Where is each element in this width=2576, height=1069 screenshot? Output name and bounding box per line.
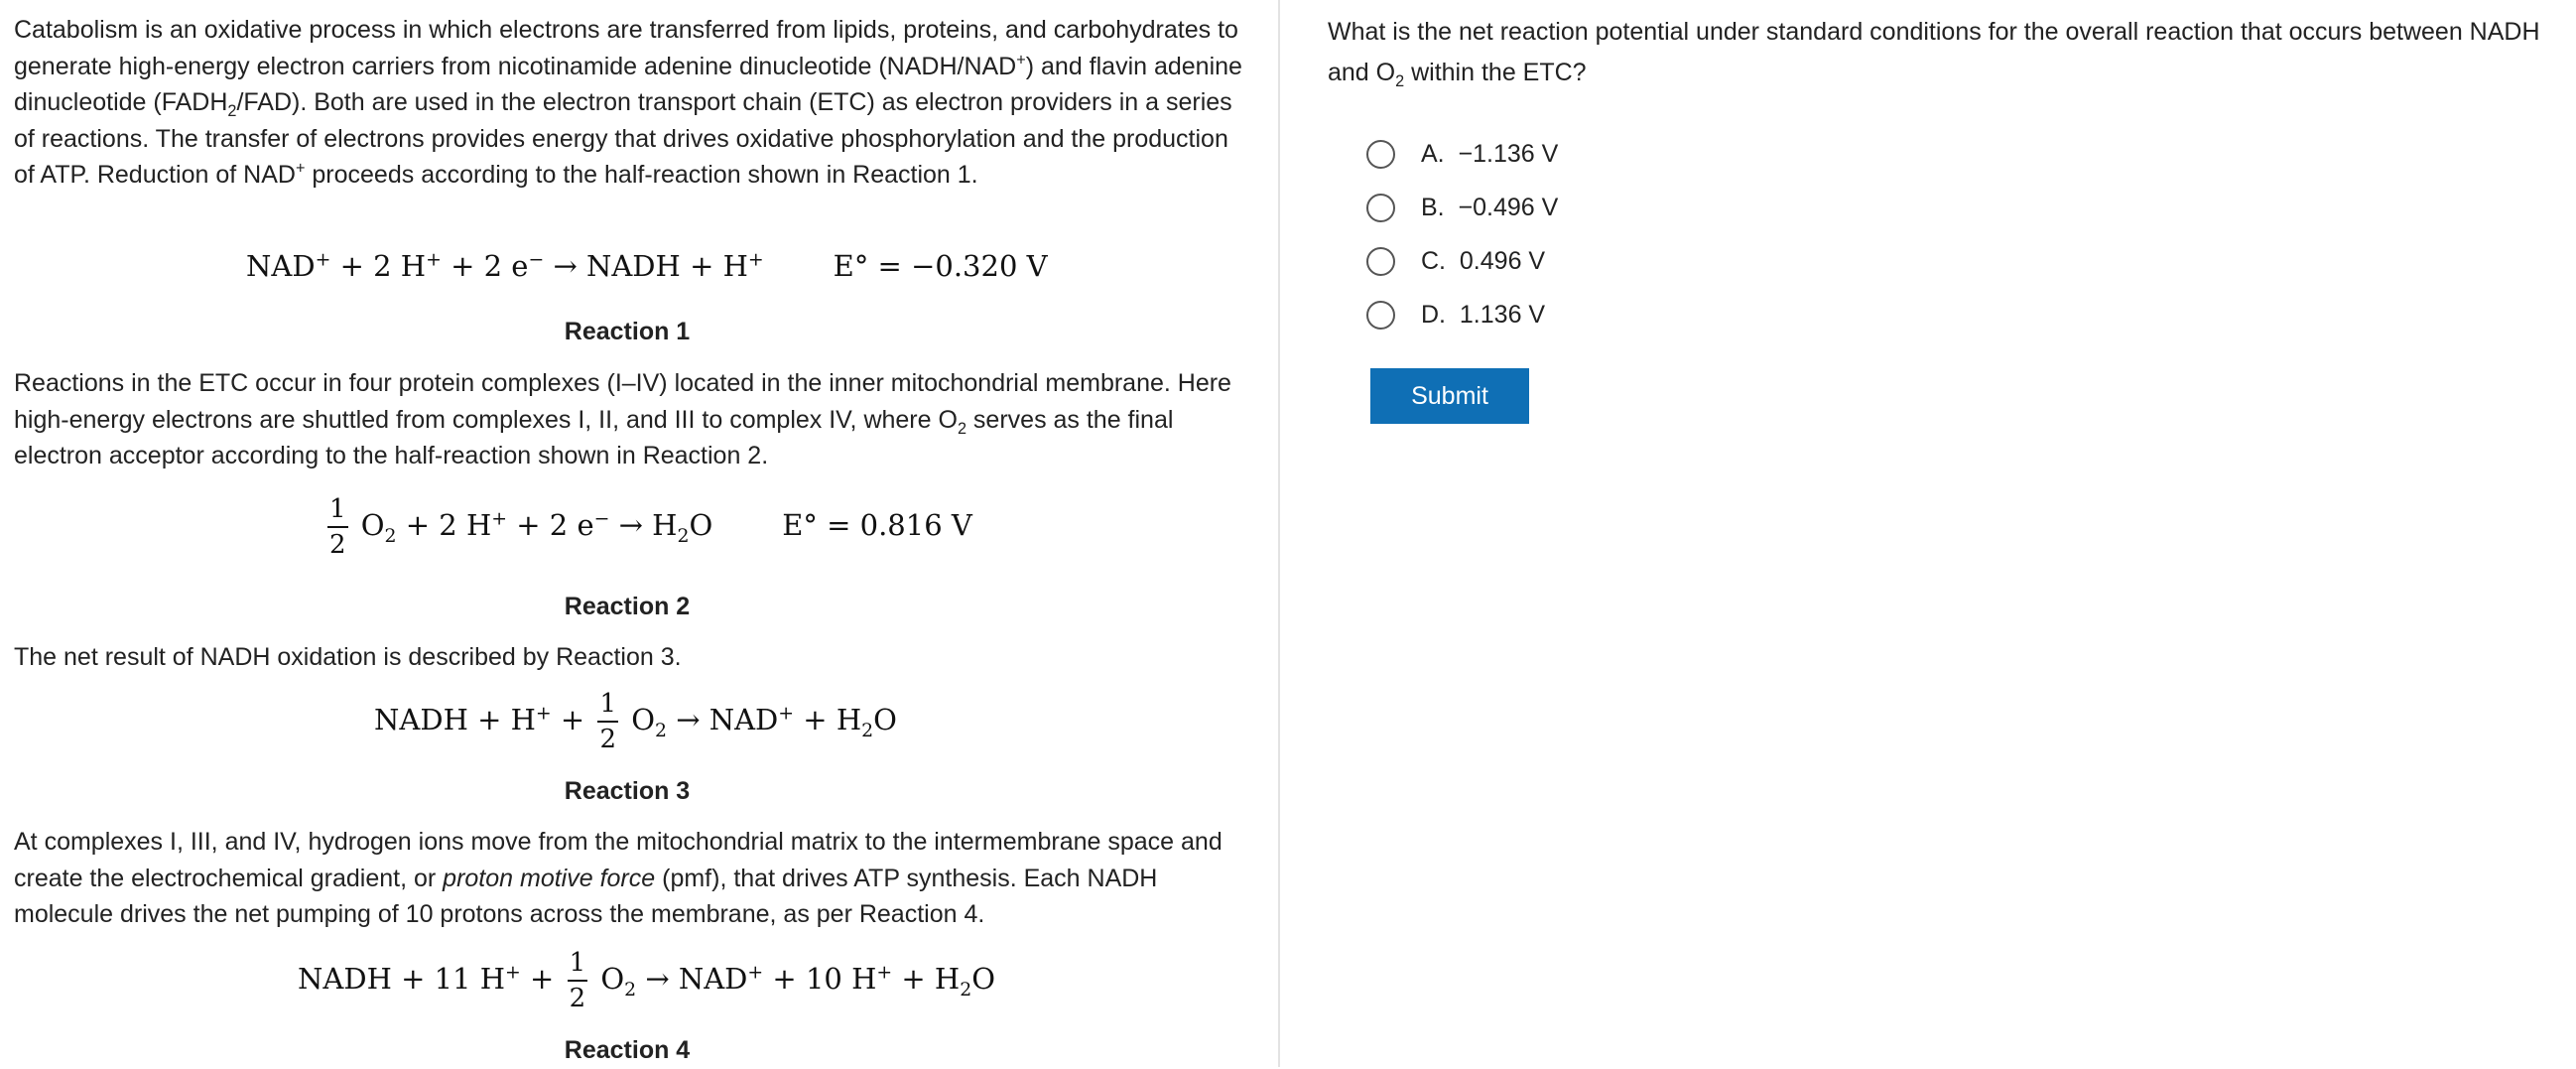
radio-button-d[interactable] <box>1366 301 1395 330</box>
choice-a[interactable] <box>1366 127 1558 181</box>
answer-choices <box>1366 127 1558 341</box>
reaction-4-caption: Reaction 4 <box>564 1036 691 1064</box>
choice-a-label[interactable]: A. −1.136 V <box>1421 139 1559 168</box>
reaction-3-caption: Reaction 3 <box>564 777 691 805</box>
reaction-4-equation: NADH + 11 H+ + $\frac{1}{2}$ $O_2 \to NAD^+ + 10$ $H^+ + H_2O$ <box>298 948 995 1013</box>
panel-divider <box>1278 0 1280 1067</box>
choice-c-label[interactable]: C. 0.496 V <box>1421 246 1546 275</box>
passage-paragraph-2: Reactions in the ETC occur in four protein complexes (I–IV) located in the inner mitochondrial membrane. Here high-energy electrons are shuttled from complexes I, II, and III to complex IV, where $O_2$ serves as the final electron acceptor according to the half-reaction shown in Reaction 2. <box>14 369 1231 469</box>
fraction-one-half: $\frac{1}{2}$ <box>569 948 586 1013</box>
passage-panel <box>14 0 1254 1067</box>
reaction-1-potential: E° = −0.320 V <box>833 249 1048 283</box>
fraction-one-half: $\frac{1}{2}$ <box>329 494 346 560</box>
choice-d[interactable] <box>1366 288 1558 341</box>
passage-paragraph-1: Catabolism is an oxidative process in which electrons are transferred from lipids, proteins, and carbohydrates to generate high-energy electron carriers from nicotinamide adenine dinucleotide (NADH/NAD+) and flavin adenine dinucleotide $(FADH_2/FAD)$. Both are used in the electron transport chain (ETC) as electron providers in a series of reactions. The transfer of electrons provides energy that drives oxidative phosphorylation and the production of ATP. Reduction of NAD+ proceeds according to the half-reaction shown in Reaction 1. <box>14 16 1242 189</box>
reaction-2-equation: $\frac{1}{2}$ $O_2 + 2$ H+ + 2 $e^- \to H_2O$ E° = 0.816 V <box>329 494 972 560</box>
choice-b[interactable] <box>1366 181 1558 234</box>
choice-b-label[interactable]: B. −0.496 V <box>1421 193 1559 221</box>
passage-paragraph-3: The net result of NADH oxidation is described by Reaction 3. <box>14 643 682 671</box>
fraction-one-half: $\frac{1}{2}$ <box>599 689 616 754</box>
submit-button[interactable]: Submit <box>1370 368 1529 424</box>
radio-button-b[interactable] <box>1366 194 1395 222</box>
radio-button-a[interactable] <box>1366 140 1395 169</box>
choice-d-label[interactable]: D. 1.136 V <box>1421 300 1546 329</box>
reaction-1-equation: NAD+ + 2 H+ + 2 e− → NADH + H+ E° = −0.320 V <box>246 249 1048 283</box>
reaction-2-potential: E° = 0.816 V <box>782 508 972 542</box>
reaction-2-caption: Reaction 2 <box>564 593 691 620</box>
passage-paragraph-4: At complexes I, III, and IV, hydrogen ions move from the mitochondrial matrix to the intermembrane space and create the electrochemical gradient, or proton motive force (pmf), that drives ATP synthesis. Each NADH molecule drives the net pumping of 10 protons across the membrane, as per Reaction 4. <box>14 828 1223 928</box>
reaction-3-equation: NADH + H+ + $\frac{1}{2}$ $O_2 \to NAD^+ + H_2O$ <box>374 689 897 754</box>
reaction-1-caption: Reaction 1 <box>564 318 691 345</box>
question-text: What is the net reaction potential under standard conditions for the overall reaction that occurs between NADH and $O_2$ within the ETC? <box>1328 18 2540 90</box>
choice-c[interactable] <box>1366 234 1558 288</box>
radio-button-c[interactable] <box>1366 247 1395 276</box>
